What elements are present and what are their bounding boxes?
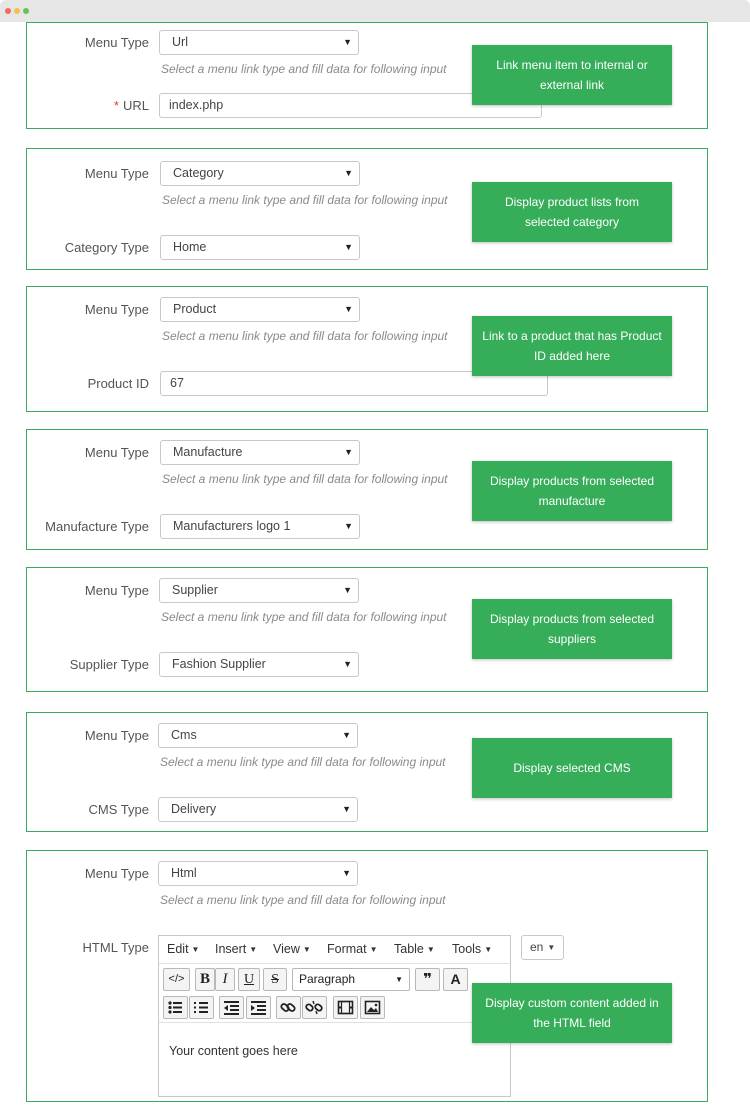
- chevron-down-icon: ▼: [344, 521, 353, 531]
- supplier-type-label: Supplier Type: [69, 657, 149, 672]
- source-code-button[interactable]: </>: [163, 968, 190, 991]
- strikethrough-button[interactable]: S: [263, 968, 287, 991]
- link-icon: [277, 997, 300, 1018]
- chevron-down-icon: ▼: [342, 868, 351, 878]
- outdent-button[interactable]: [219, 996, 244, 1019]
- editor-content-area[interactable]: Your content goes here: [169, 1044, 298, 1058]
- menu-tools[interactable]: Tools ▼: [452, 942, 493, 956]
- cms-type-label: CMS Type: [88, 802, 149, 817]
- chevron-down-icon: ▼: [344, 447, 353, 457]
- chevron-down-icon: ▼: [342, 804, 351, 814]
- category-tooltip: Display product lists from selected category: [472, 182, 672, 242]
- caret-down-icon: ▼: [302, 945, 311, 954]
- blockquote-button[interactable]: ❞: [415, 968, 440, 991]
- menu-type-help-text: Select a menu link type and fill data for following input: [160, 755, 446, 769]
- insert-image-button[interactable]: [360, 996, 385, 1019]
- menu-table[interactable]: Table ▼: [394, 942, 435, 956]
- cms-type-select[interactable]: [158, 797, 358, 822]
- html-tooltip: Display custom content added in the HTML field: [472, 983, 672, 1043]
- film-icon: [334, 997, 357, 1018]
- bullet-list-button[interactable]: [163, 996, 188, 1019]
- caret-down-icon: ▼: [395, 975, 403, 984]
- menu-type-select[interactable]: [160, 297, 360, 322]
- menu-insert[interactable]: Insert ▼: [215, 942, 258, 956]
- html-editor: [158, 935, 511, 1097]
- caret-down-icon: ▼: [426, 945, 435, 954]
- remove-link-button[interactable]: [302, 996, 327, 1019]
- product-id-input[interactable]: 67: [160, 371, 548, 396]
- caret-down-icon: ▼: [191, 945, 200, 954]
- unlink-icon: [303, 997, 326, 1018]
- menu-type-select[interactable]: [160, 440, 360, 465]
- close-window-dot[interactable]: [5, 8, 11, 14]
- maximize-window-dot[interactable]: [23, 8, 29, 14]
- menu-type-help-text: Select a menu link type and fill data for following input: [162, 193, 448, 207]
- category-type-select[interactable]: [160, 235, 360, 260]
- indent-button[interactable]: [246, 996, 271, 1019]
- chevron-down-icon: ▼: [343, 37, 352, 47]
- menu-type-select[interactable]: [159, 578, 359, 603]
- caret-down-icon: ▼: [249, 945, 258, 954]
- format-select[interactable]: Paragraph ▼: [292, 968, 410, 991]
- menu-type-select[interactable]: [159, 30, 359, 55]
- caret-down-icon: ▼: [369, 945, 378, 954]
- menu-type-value: Category: [173, 166, 224, 180]
- chevron-down-icon: ▼: [344, 242, 353, 252]
- category-type-value: Home: [173, 240, 207, 254]
- text-color-button[interactable]: A: [443, 968, 468, 991]
- menu-type-label: Menu Type: [84, 35, 149, 50]
- url-tooltip: Link menu item to internal or external link: [472, 45, 672, 105]
- required-asterisk: *: [113, 98, 119, 113]
- menu-format[interactable]: Format ▼: [327, 942, 378, 956]
- supplier-tooltip: Display products from selected suppliers: [472, 599, 672, 659]
- italic-button[interactable]: I: [215, 968, 235, 991]
- caret-down-icon: ▼: [547, 943, 556, 952]
- editor-menubar: [159, 936, 510, 964]
- supplier-type-select[interactable]: [159, 652, 359, 677]
- menu-type-label: Menu Type: [84, 583, 149, 598]
- manufacture-type-label: Manufacture Type: [45, 519, 149, 534]
- menu-type-help-text: Select a menu link type and fill data for following input: [162, 329, 448, 343]
- menu-type-select[interactable]: [158, 723, 358, 748]
- minimize-window-dot[interactable]: [14, 8, 20, 14]
- category-type-label: Category Type: [64, 240, 149, 255]
- menu-type-value: Cms: [171, 728, 197, 742]
- insert-link-button[interactable]: [276, 996, 301, 1019]
- chevron-down-icon: ▼: [342, 730, 351, 740]
- menu-type-help-text: Select a menu link type and fill data for following input: [161, 62, 447, 76]
- outdent-icon: [220, 997, 243, 1018]
- cms-type-value: Delivery: [171, 802, 217, 816]
- product-id-label: Product ID: [87, 376, 149, 391]
- url-input[interactable]: index.php: [159, 93, 542, 118]
- chevron-down-icon: ▼: [343, 585, 352, 595]
- cms-tooltip: Display selected CMS: [472, 738, 672, 798]
- menu-type-label: Menu Type: [84, 445, 149, 460]
- menu-type-select[interactable]: [158, 861, 358, 886]
- caret-down-icon: ▼: [484, 945, 493, 954]
- chevron-down-icon: ▼: [344, 168, 353, 178]
- bold-button[interactable]: B: [195, 968, 215, 991]
- manufacture-type-value: Manufacturers logo 1: [173, 519, 291, 533]
- chevron-down-icon: ▼: [344, 304, 353, 314]
- menu-type-value: Supplier: [172, 583, 218, 597]
- menu-view[interactable]: View ▼: [273, 942, 311, 956]
- menu-type-label: Menu Type: [84, 302, 149, 317]
- numbered-list-icon: [190, 997, 213, 1018]
- image-icon: [361, 997, 384, 1018]
- product-tooltip: Link to a product that has Product ID added here: [472, 316, 672, 376]
- chevron-down-icon: ▼: [343, 659, 352, 669]
- menu-edit[interactable]: Edit ▼: [167, 942, 200, 956]
- menu-type-label: Menu Type: [84, 166, 149, 181]
- insert-video-button[interactable]: [333, 996, 358, 1019]
- editor-toolbar-divider: [159, 1022, 510, 1023]
- menu-type-help-text: Select a menu link type and fill data for following input: [162, 472, 448, 486]
- indent-icon: [247, 997, 270, 1018]
- url-label: * URL: [113, 98, 149, 113]
- menu-type-value: Html: [171, 866, 197, 880]
- menu-type-label: Menu Type: [84, 866, 149, 881]
- html-type-label: HTML Type: [82, 940, 149, 955]
- numbered-list-button[interactable]: [189, 996, 214, 1019]
- menu-type-value: Manufacture: [173, 445, 243, 459]
- browser-title-bar: [0, 0, 750, 22]
- underline-button[interactable]: U: [238, 968, 260, 991]
- language-select[interactable]: en ▼: [521, 935, 564, 960]
- menu-type-help-text: Select a menu link type and fill data for following input: [160, 893, 446, 907]
- menu-type-select[interactable]: [160, 161, 360, 186]
- manufacture-tooltip: Display products from selected manufacture: [472, 461, 672, 521]
- menu-type-value: Product: [173, 302, 217, 316]
- bullet-list-icon: [164, 997, 187, 1018]
- menu-type-help-text: Select a menu link type and fill data for following input: [161, 610, 447, 624]
- menu-type-label: Menu Type: [84, 728, 149, 743]
- manufacture-type-select[interactable]: [160, 514, 360, 539]
- menu-type-value: Url: [172, 35, 188, 49]
- supplier-type-value: Fashion Supplier: [172, 657, 266, 671]
